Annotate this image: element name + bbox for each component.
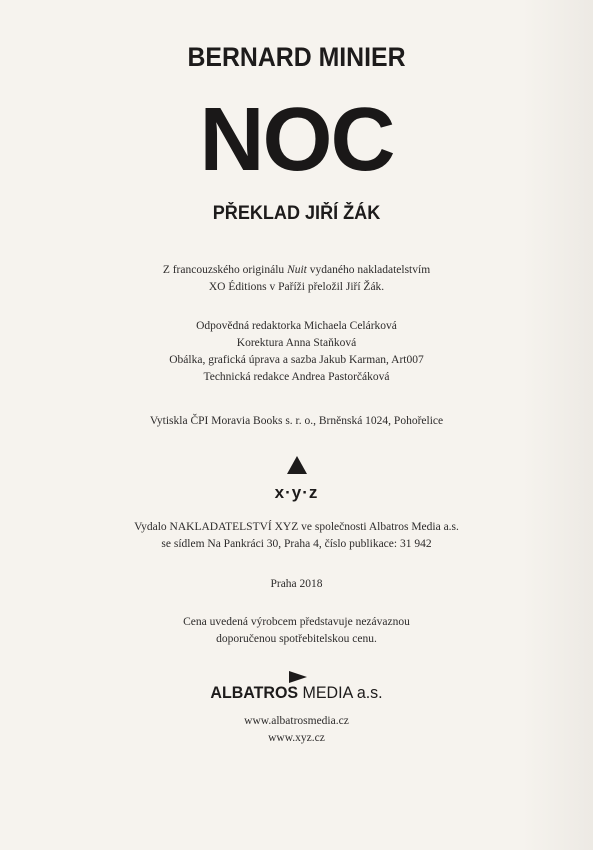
flag-arrow-icon — [267, 670, 327, 684]
price-note-line: Cena uvedená výrobcem představuje nezávaznou — [183, 616, 410, 628]
media-logo-part: MEDIA — [298, 684, 353, 702]
origin-note — [0, 262, 593, 296]
credit-line: Technická redakce Andrea Pastorčáková — [203, 371, 390, 383]
credit-line: Korektura Anna Staňková — [236, 337, 357, 349]
urls-block — [0, 713, 593, 747]
translator-line: PŘEKLAD JIŘÍ ŽÁK — [212, 203, 381, 224]
xyz-logo — [0, 455, 593, 475]
url-line: www.xyz.cz — [268, 732, 325, 744]
url-line: www.albatrosmedia.cz — [244, 715, 349, 727]
albatros-logo-mark — [0, 670, 593, 684]
book-title: NOC — [199, 90, 394, 190]
origin-line-2: XO Éditions v Paříži přeložil Jiří Žák. — [208, 281, 385, 293]
publisher-line: se sídlem Na Pankráci 30, Praha 4, číslo publikace: 31 942 — [161, 538, 432, 550]
origin-prefix: Z francouzského originálu — [162, 264, 288, 276]
place-year: Praha 2018 — [270, 578, 323, 590]
author-name: BERNARD MINIER — [187, 42, 406, 72]
credits-block — [0, 318, 593, 386]
albatros-logo — [9, 684, 584, 703]
origin-suffix: vydaného nakladatelstvím — [306, 264, 431, 276]
credit-line: Odpovědná redaktorka Michaela Celárková — [196, 320, 397, 332]
publisher-block — [0, 519, 593, 553]
price-note — [0, 614, 593, 648]
price-note-line: doporučenou spotřebitelskou cenu. — [216, 633, 377, 645]
printer-line: Vytiskla ČPI Moravia Books s. r. o., Brněnská 1024, Pohořelice — [149, 415, 444, 427]
as-logo-part: a.s. — [352, 684, 383, 702]
triangle-logo-icon — [286, 455, 308, 475]
original-title: Nuit — [287, 264, 307, 276]
credit-line: Obálka, grafická úprava a sazba Jakub Karman, Art007 — [169, 354, 424, 366]
xyz-logo-text: x·y·z — [274, 483, 319, 502]
albatros-logo-part: ALBATROS — [210, 684, 299, 702]
origin-line-1 — [0, 262, 593, 279]
publisher-line: Vydalo NAKLADATELSTVÍ XYZ ve společnosti Albatros Media a.s. — [134, 521, 459, 533]
